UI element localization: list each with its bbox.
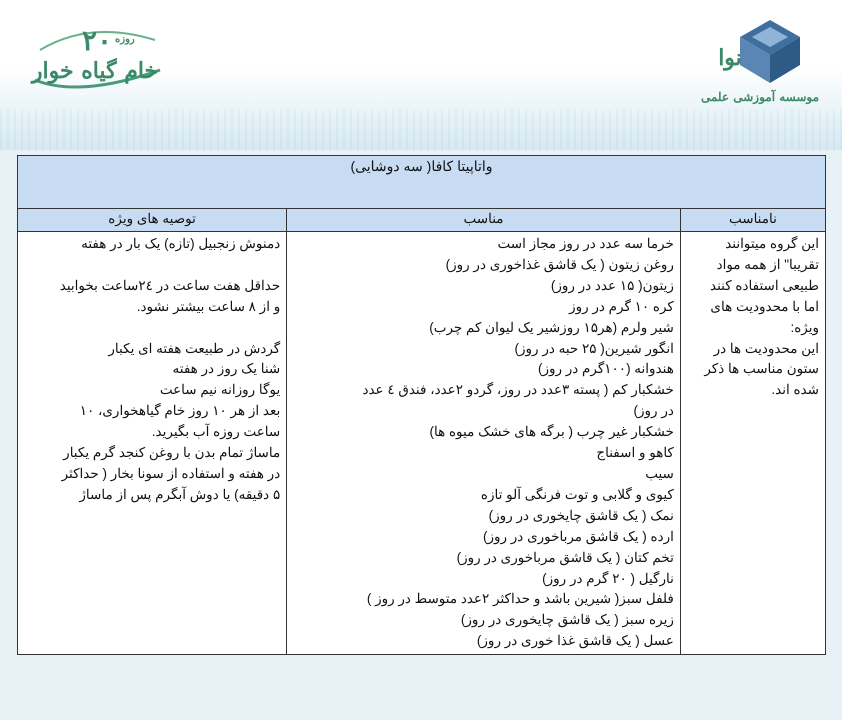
tip-line: دمنوش زنجبیل (تازه) یک بار در هفته — [81, 236, 281, 251]
suitable-food-line: کره ۱۰ گرم در روز — [569, 298, 674, 314]
nava-institute-logo — [690, 15, 830, 110]
tip-line: در هفته و استفاده از سونا بخار ( حداکثر — [61, 465, 281, 481]
suitable-food-line: نمک ( یک قاشق چایخوری در روز) — [488, 507, 674, 523]
table-title-row — [18, 156, 826, 209]
suitable-food-line: خشکبار غیر چرب ( برگه های خشک میوه ها) — [429, 424, 674, 440]
tip-line: حداقل هفت ساعت در ۲٤ساعت بخوابید — [59, 277, 281, 293]
suitable-food-line: شیر ولرم (هر۱۵ روزشیر یک لیوان کم چرب) — [429, 319, 674, 335]
suitable-food-line: انگور شیرین( ۲۵ حبه در روز) — [514, 340, 674, 356]
suitable-food-line: نارگیل ( ۲۰ گرم در روز) — [542, 570, 674, 586]
tip-line: و از ۸ ساعت بیشتر نشود. — [136, 298, 281, 314]
tip-line: ساعت روزه آب بگیرید. — [151, 424, 281, 440]
suitable-food-line: تخم کتان ( یک قاشق مرباخوری در روز) — [456, 549, 674, 565]
svg-text:۲۰: ۲۰ — [82, 24, 113, 57]
svg-text:خام گیاه خوار: خام گیاه خوار — [31, 58, 159, 84]
tip-line: ۵ دقیقه) یا دوش آبگرم پس از ماساژ — [79, 486, 281, 502]
suitable-cell — [287, 232, 681, 655]
unsuitable-line: طبیعی استفاده کنند — [710, 277, 819, 293]
tip-line — [24, 255, 280, 276]
unsuitable-line: تقریبا" از همه مواد — [716, 256, 819, 272]
suitable-food-line: هندوانه (۱۰۰گرم در روز) — [537, 361, 674, 377]
unsuitable-line: این محدودیت ها در — [713, 340, 819, 356]
unsuitable-cell — [680, 232, 825, 655]
suitable-food-line: فلفل سبز( شیرین باشد و حداکثر ۲عدد متوسط در روز ) — [366, 591, 674, 607]
tip-line: بعد از هر ۱۰ روز خام گیاهخواری، ۱۰ — [79, 403, 281, 419]
svg-text:نوا: نوا — [718, 45, 742, 71]
unsuitable-line: شده اند. — [771, 382, 819, 398]
unsuitable-line: ویژه: — [790, 319, 819, 335]
tip-line — [24, 318, 280, 339]
unsuitable-line: اما با محدودیت های — [710, 298, 819, 314]
tip-line: ماساژ تمام بدن با روغن کنجد گرم یکبار — [63, 445, 281, 461]
suitable-food-line: زیره سبز ( یک قاشق چایخوری در روز) — [460, 612, 674, 628]
suitable-food-line: زیتون( ۱۵ عدد در روز) — [550, 277, 674, 293]
suitable-food-line: خرما سه عدد در روز مجاز است — [497, 236, 674, 251]
tip-line: یوگا روزانه نیم ساعت — [159, 382, 281, 398]
svg-text:موسسه آموزشی علمی: موسسه آموزشی علمی — [700, 90, 820, 104]
column-header-suitable: مناسب — [287, 209, 681, 232]
special-tips-cell — [18, 232, 287, 655]
suitable-food-line: روغن زیتون ( یک قاشق غذاخوری در روز) — [445, 256, 674, 272]
column-header-special-tips: توصیه های ویژه — [18, 209, 287, 232]
table-body-row — [18, 232, 826, 655]
suitable-food-line: سیب — [645, 465, 674, 481]
suitable-food-line: کاهو و اسفناج — [596, 445, 674, 461]
table-header-row — [18, 209, 826, 232]
svg-text:روزه: روزه — [115, 34, 135, 45]
unsuitable-line: این گروه میتوانند — [725, 236, 819, 251]
suitable-food-line: در روز) — [633, 403, 674, 419]
suitable-food-line: عسل ( یک قاشق غذا خوری در روز) — [476, 633, 674, 649]
column-header-unsuitable: نامناسب — [680, 209, 825, 232]
suitable-food-line: ارده ( یک قاشق مرباخوری در روز) — [482, 528, 674, 544]
table-title: واتاپیتا کافا( سه دوشایی) — [18, 156, 826, 209]
unsuitable-line: ستون مناسب ها ذکر — [704, 361, 819, 377]
tip-line: شنا یک روز در هفته — [172, 361, 281, 377]
raw-vegan-logo — [20, 10, 170, 105]
diet-table — [17, 155, 826, 655]
suitable-food-line: کیوی و گلابی و توت فرنگی آلو تازه — [480, 486, 674, 502]
tip-line: گردش در طبیعت هفته ای یکبار — [108, 340, 281, 356]
suitable-food-line: خشکبار کم ( پسته ۳عدد در روز، گردو ۲عدد، فندق ٤ عدد — [362, 382, 674, 398]
